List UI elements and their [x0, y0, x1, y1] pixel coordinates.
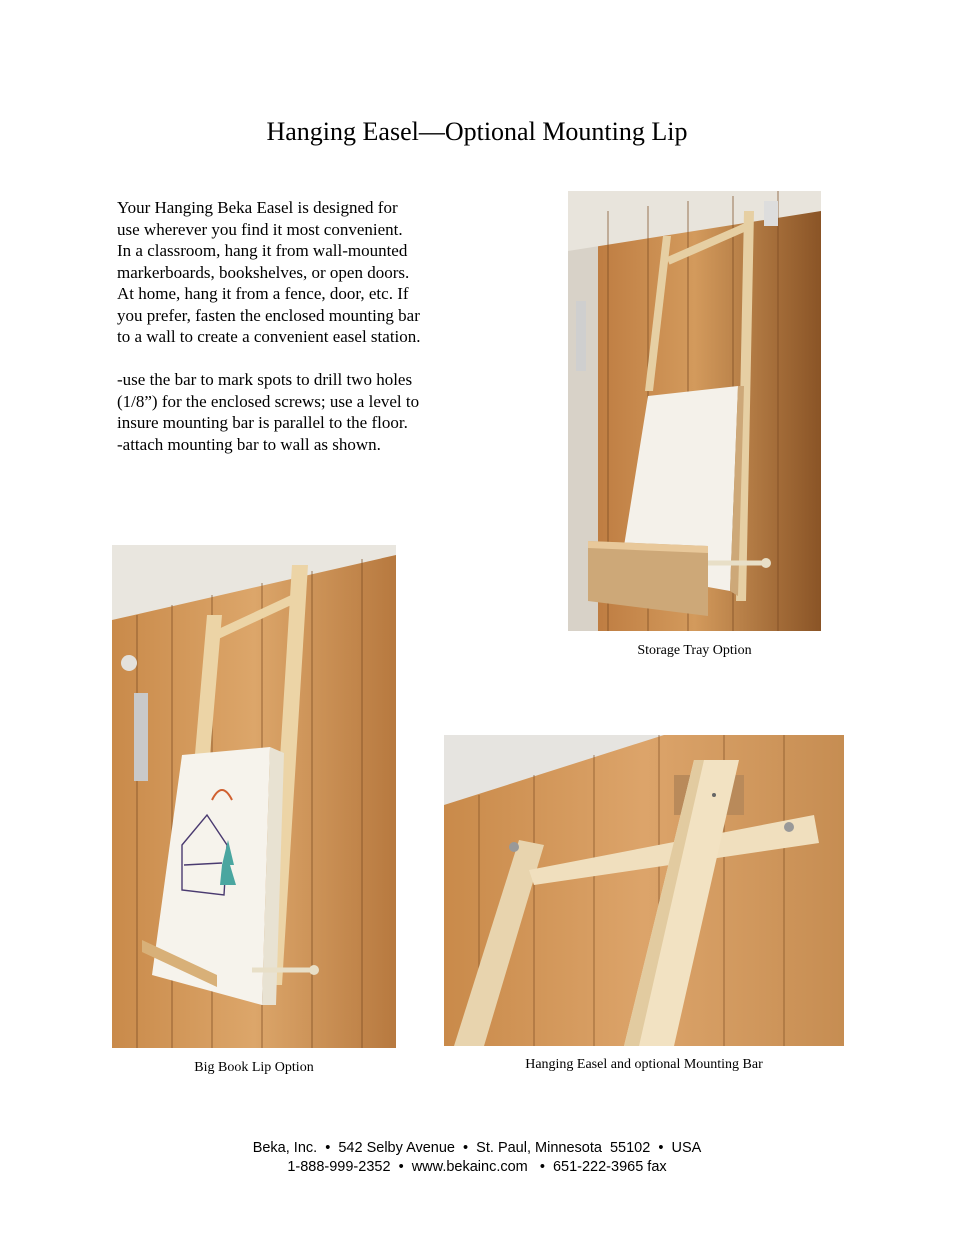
page-title: Hanging Easel—Optional Mounting Lip — [266, 117, 688, 146]
mounting-bar-illustration — [444, 735, 844, 1046]
big-book-illustration — [112, 545, 396, 1048]
intro-line: to a wall to create a convenient easel station. — [117, 327, 421, 346]
intro-line: In a classroom, hang it from wall-mounted — [117, 241, 408, 260]
footer-address: Beka, Inc. • 542 Selby Avenue • St. Paul, Minnesota 55102 • USA — [252, 1140, 702, 1156]
company-footer — [0, 1139, 954, 1177]
intro-text — [117, 197, 462, 455]
paragraph-gap — [117, 348, 462, 370]
instruction-line: insure mounting bar is parallel to the floor. — [117, 413, 408, 432]
intro-line: you prefer, fasten the enclosed mounting bar — [117, 305, 420, 325]
big-book-photo — [112, 545, 396, 1048]
storage-tray-caption: Storage Tray Option — [637, 643, 752, 658]
intro-line: At home, hang it from a fence, door, etc. If — [117, 284, 409, 303]
instruction-line: -attach mounting bar to wall as shown. — [117, 434, 381, 454]
storage-tray-photo — [568, 191, 821, 631]
instruction-line: -use the bar to mark spots to drill two holes — [117, 370, 413, 389]
footer-contact: 1-888-999-2352 • www.bekainc.com • 651-222-3965 fax — [287, 1159, 667, 1175]
mounting-bar-caption: Hanging Easel and optional Mounting Bar — [525, 1057, 763, 1072]
instruction-line: (1/8”) for the enclosed screws; use a level to — [117, 391, 420, 411]
intro-line: use wherever you find it most convenient. — [117, 219, 403, 239]
intro-line: markerboards, bookshelves, or open doors. — [117, 262, 410, 282]
intro-line: Your Hanging Beka Easel is designed for — [117, 198, 398, 217]
big-book-caption: Big Book Lip Option — [194, 1060, 314, 1075]
storage-tray-illustration — [568, 191, 821, 631]
mounting-bar-photo — [444, 735, 844, 1046]
